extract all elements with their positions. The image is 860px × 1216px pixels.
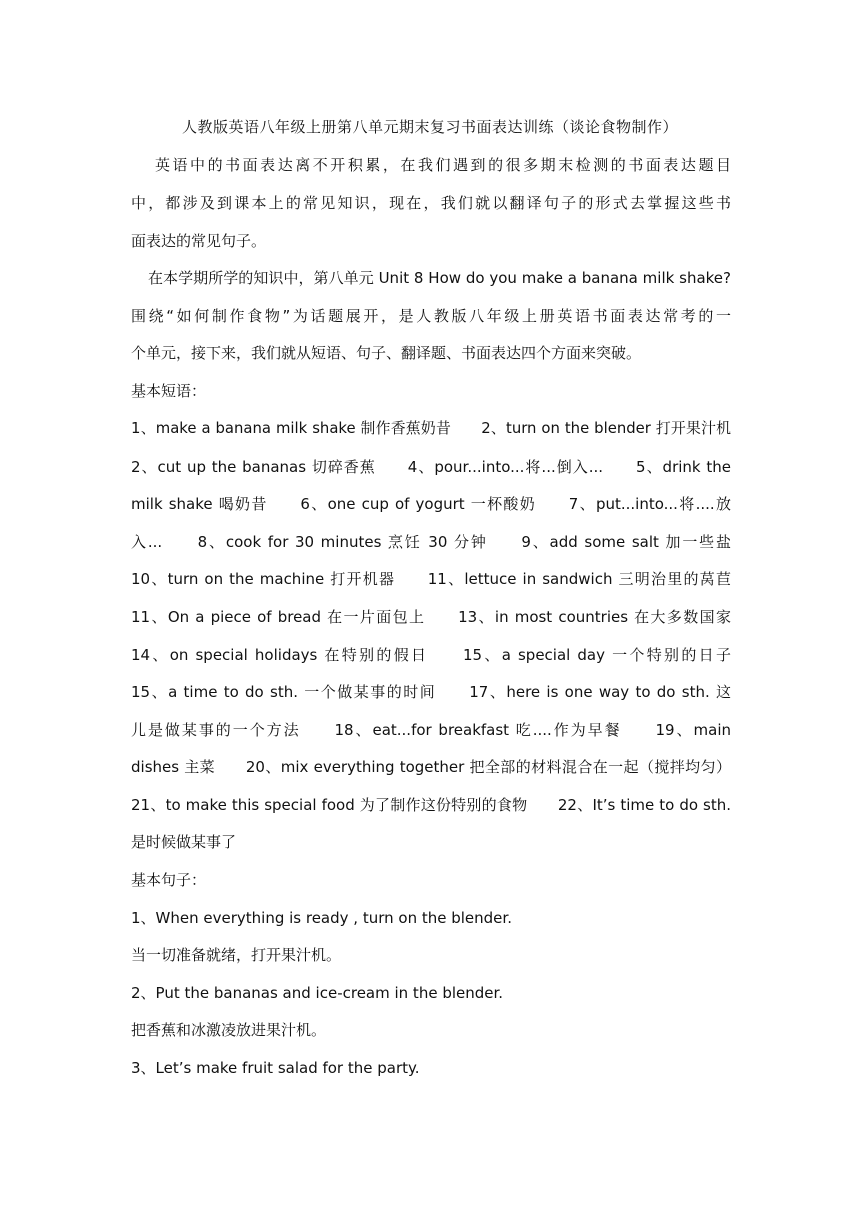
sentence-english: 2、Put the bananas and ice-cream in the blender. — [131, 984, 504, 1002]
phrase-line: 入... 8、cook for 30 minutes 烹饪 30 分钟 9、add some salt 加一些盐 — [131, 533, 731, 551]
phrase-line: 2、cut up the bananas 切碎香蕉 4、pour...into...将...倒入... 5、drink the — [131, 458, 731, 476]
unit-paragraph-line: 围绕“如何制作食物”为话题展开，是人教版八年级上册英语书面表达常考的一 — [131, 307, 731, 325]
intro-line: 面表达的常见句子。 — [131, 232, 267, 250]
phrase-line: 儿是做某事的一个方法 18、eat...for breakfast 吃....作为早餐 19、main — [131, 721, 731, 739]
unit-paragraph-line: 在本学期所学的知识中，第八单元 Unit 8 How do you make a banana milk shake? — [148, 269, 731, 287]
phrases-heading: 基本短语： — [131, 382, 207, 400]
phrase-line: 11、On a piece of bread 在一片面包上 13、in most countries 在大多数国家 — [131, 608, 731, 626]
sentence-chinese: 把香蕉和冰激凌放进果汁机。 — [131, 1021, 327, 1039]
document-title: 人教版英语八年级上册第八单元期末复习书面表达训练（谈论食物制作） — [181, 118, 678, 136]
sentence-english: 1、When everything is ready , turn on the blender. — [131, 909, 512, 927]
sentence-english: 3、Let’s make fruit salad for the party. — [131, 1059, 420, 1077]
phrase-line: 14、on special holidays 在特别的假日 15、a special day 一个特别的日子 — [131, 646, 731, 664]
intro-line: 英语中的书面表达离不开积累，在我们遇到的很多期末检测的书面表达题目 — [155, 156, 731, 174]
unit-paragraph-line: 个单元，接下来，我们就从短语、句子、翻译题、书面表达四个方面来突破。 — [131, 344, 642, 362]
sentence-chinese: 当一切准备就绪，打开果汁机。 — [131, 946, 342, 964]
phrase-line: 是时候做某事了 — [131, 833, 237, 851]
phrase-line: 15、a time to do sth. 一个做某事的时间 17、here is one way to do sth. 这 — [131, 683, 731, 701]
phrase-line: 1、make a banana milk shake 制作香蕉奶昔 2、turn on the blender 打开果汁机 — [131, 420, 731, 437]
sentences-heading: 基本句子： — [131, 871, 207, 889]
phrase-line: dishes 主菜 20、mix everything together 把全部的材料混合在一起（搅拌均匀） — [131, 758, 731, 776]
intro-line: 中，都涉及到课本上的常见知识，现在，我们就以翻译句子的形式去掌握这些书 — [131, 194, 731, 212]
phrase-line: 10、turn on the machine 打开机器 11、lettuce in sandwich 三明治里的莴苣 — [131, 570, 731, 588]
phrase-line: milk shake 喝奶昔 6、one cup of yogurt 一杯酸奶 7、put...into...将....放 — [131, 495, 731, 513]
phrase-line: 21、to make this special food 为了制作这份特别的食物 22、It’s time to do sth. — [131, 796, 731, 814]
